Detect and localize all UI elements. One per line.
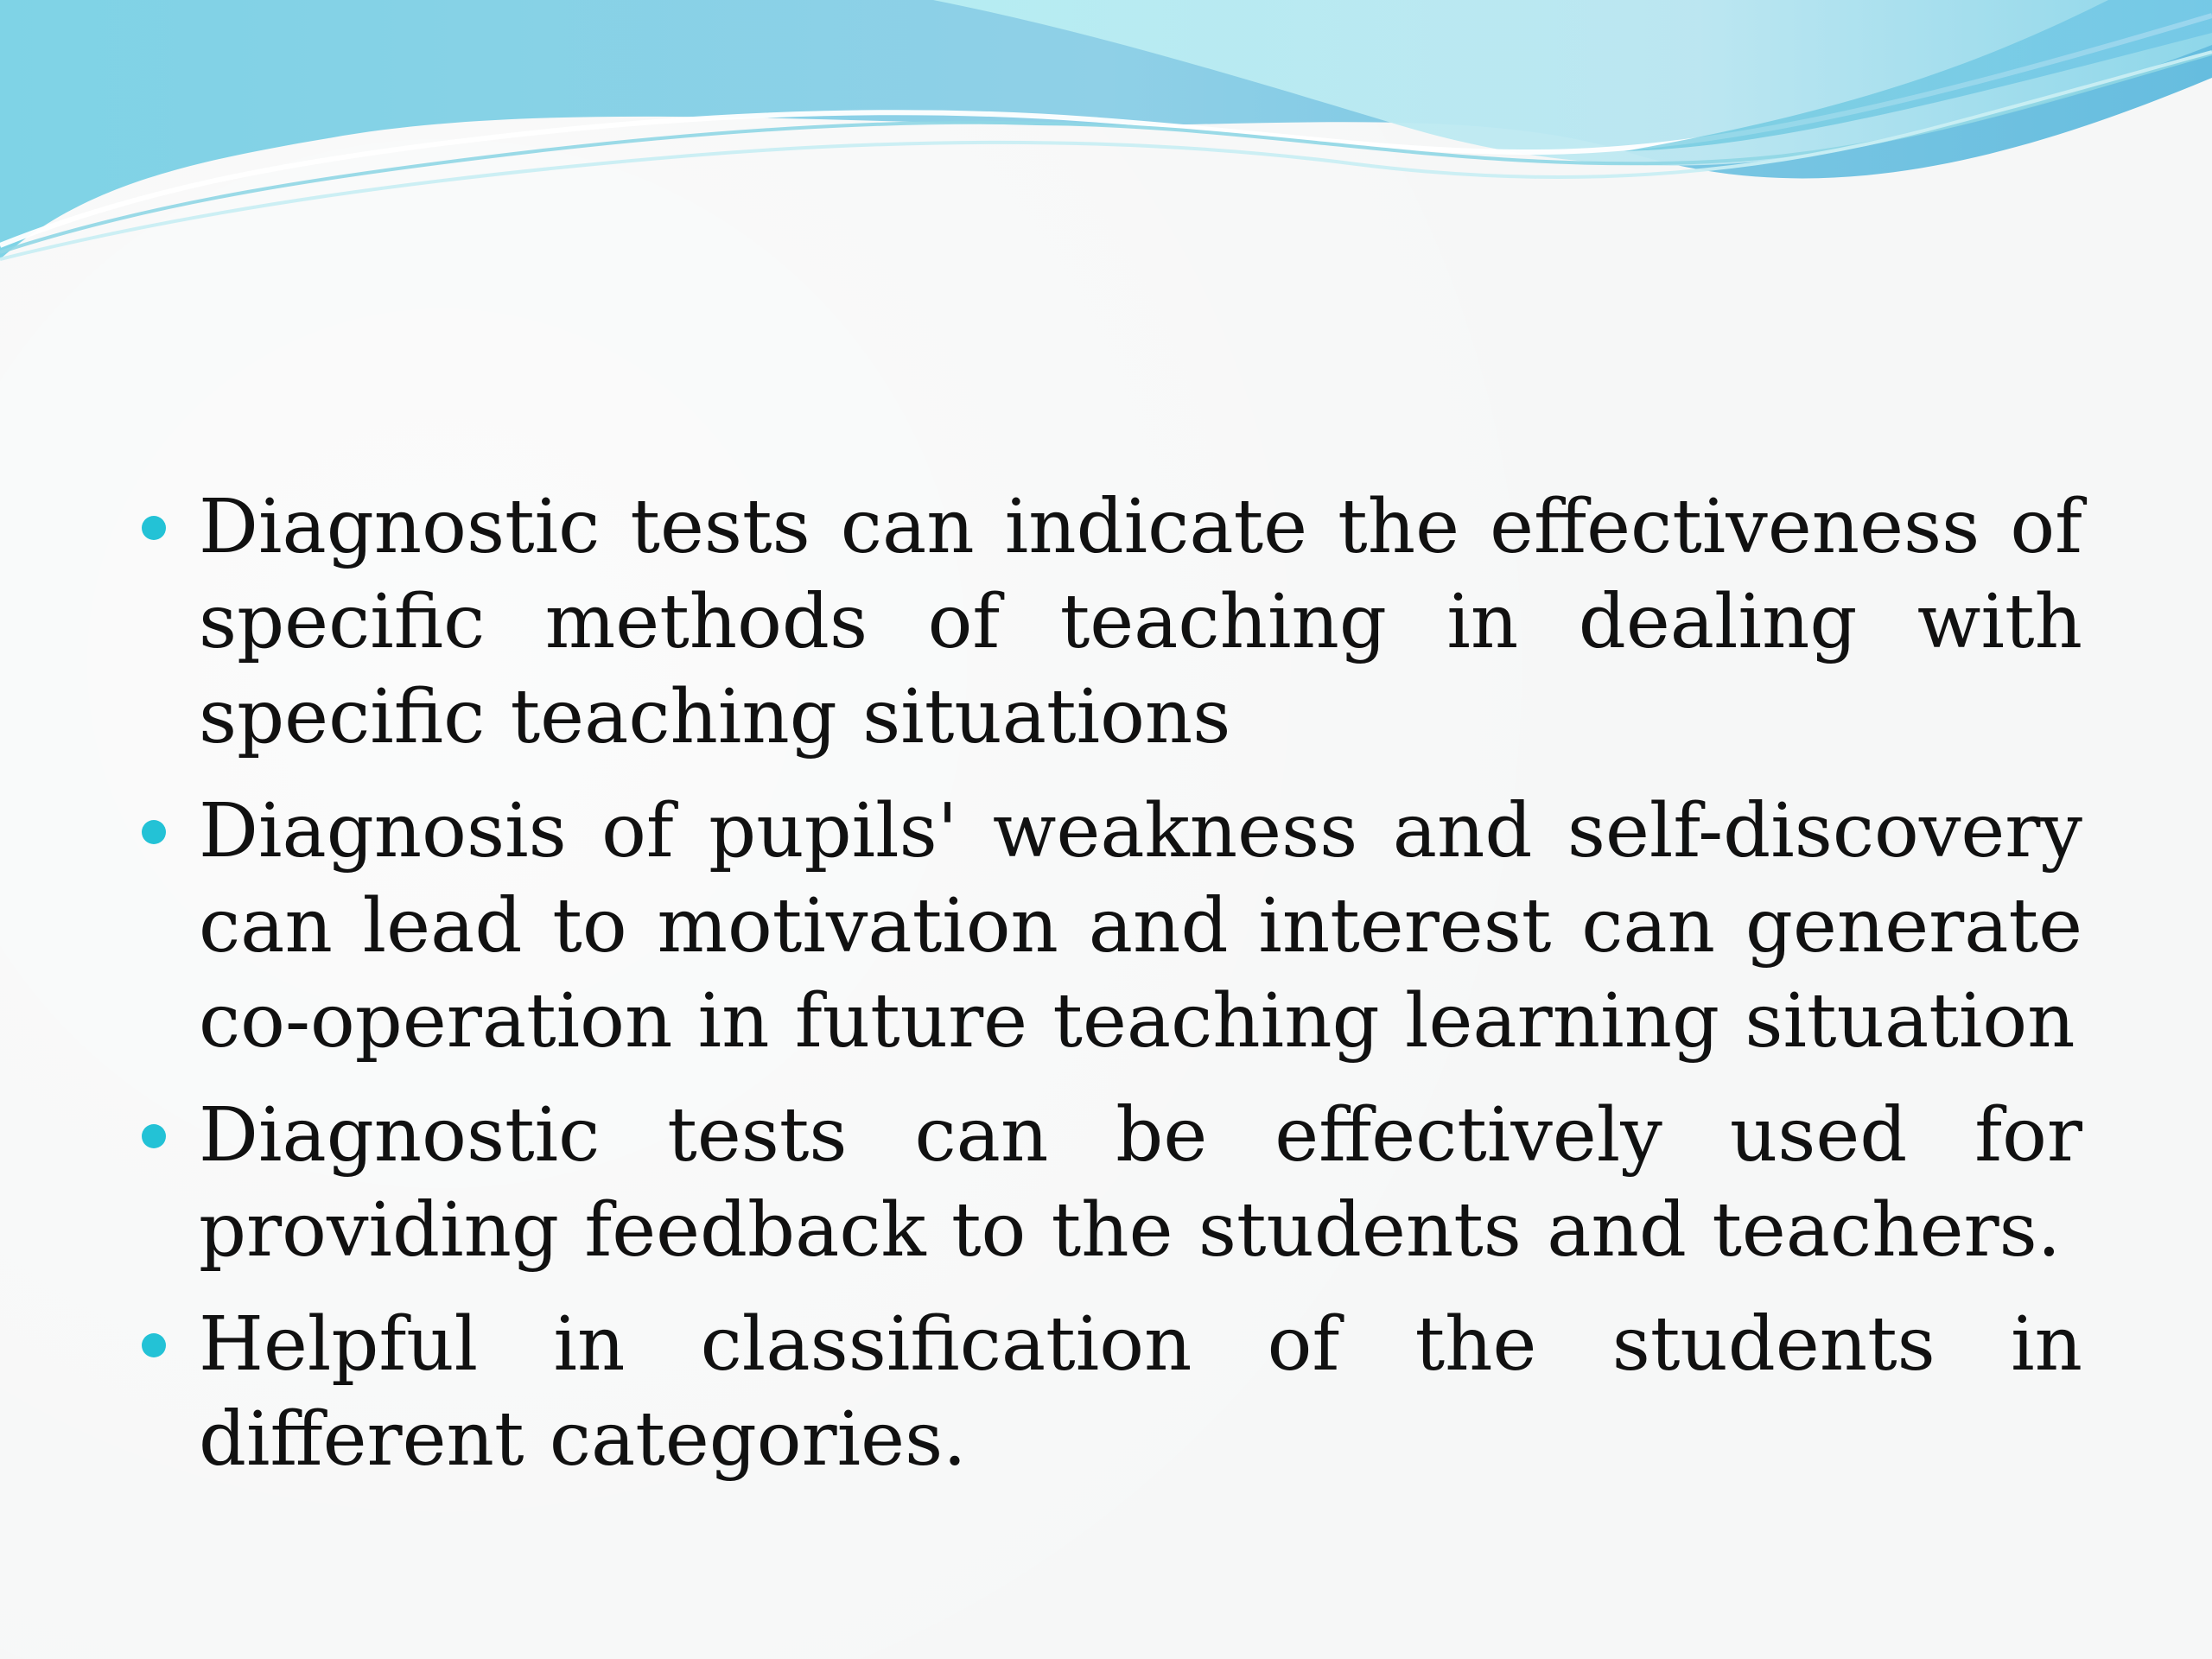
bullet-text-2: Diagnosis of pupils' weakness and self-discovery can lead to motivation and interest can generate co-operation in future teaching learning situation	[199, 788, 2082, 1065]
bullet-dot-icon	[142, 1124, 166, 1148]
bullet-list	[138, 480, 2082, 1487]
bullet-content-area	[138, 480, 2082, 1506]
bullet-item-4	[138, 1297, 2082, 1487]
bullet-text-4: Helpful in classification of the students in different categories.	[199, 1301, 2082, 1483]
header-wave-decoration	[0, 0, 2212, 276]
bullet-text-1: Diagnostic tests can indicate the effectiveness of specific methods of teaching in dealing with specific teaching situations	[199, 484, 2082, 760]
bullet-dot-icon	[142, 820, 166, 844]
bullet-item-2	[138, 784, 2082, 1069]
bullet-item-1	[138, 480, 2082, 765]
bullet-dot-icon	[142, 516, 166, 540]
bullet-dot-icon	[142, 1333, 166, 1357]
bullet-item-3	[138, 1088, 2082, 1278]
bullet-text-3: Diagnostic tests can be effectively used for providing feedback to the students and teachers.	[199, 1092, 2082, 1274]
